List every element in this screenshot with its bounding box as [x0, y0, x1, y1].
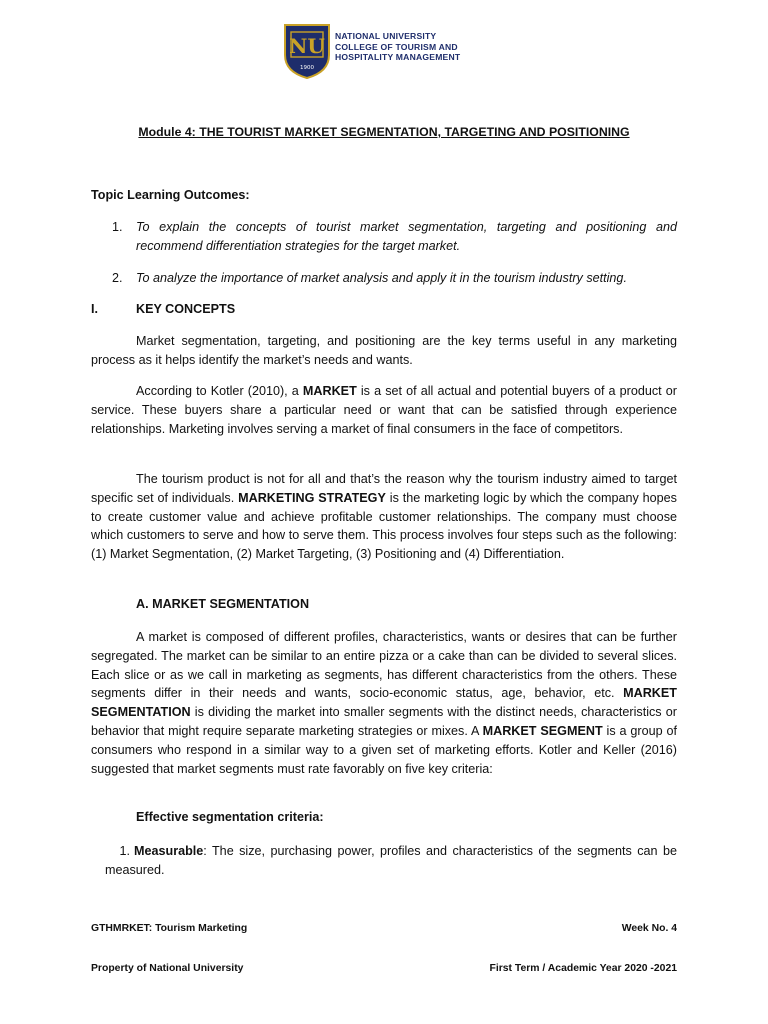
term-market: MARKET	[302, 384, 357, 398]
footer-term: First Term / Academic Year 2020 -2021	[489, 963, 677, 974]
university-seal-logo	[282, 23, 332, 79]
paragraph-intro	[91, 332, 677, 370]
outcome-item	[112, 269, 677, 288]
outcome-text: To explain the concepts of tourist market segmentation, targeting and positioning and recommend differentiation strategies for the target market.	[136, 220, 677, 253]
outcome-number: 1.	[112, 220, 123, 234]
paragraph-text: The tourism product is not for all and that’s the reason why the tourism industry aimed to target specific set of individuals.	[91, 472, 677, 505]
outcome-number: 2.	[112, 271, 123, 285]
outcome-item	[112, 218, 677, 255]
logo-year: 1900	[300, 65, 314, 71]
paragraph-market-segmentation	[91, 628, 677, 778]
paragraph-text: is a set of all actual and potential buyers of a product or service. These buyers share a particular need or want that can be satisfied through experience relationships. Marketing involves serving a market of final consumers in the face of competitors.	[91, 384, 677, 436]
criteria-number: 1.	[119, 844, 130, 858]
institution-name	[335, 31, 505, 63]
outcome-text: To analyze the importance of market analysis and apply it in the tourism industry setting.	[136, 271, 627, 285]
footer-week: Week No. 4	[621, 923, 677, 934]
letterhead	[272, 20, 496, 82]
term-marketing-strategy: MARKETING STRATEGY	[238, 490, 386, 505]
term-market-segmentation: MARKET SEGMENTATION	[91, 686, 677, 720]
outcomes-heading: Topic Learning Outcomes:	[91, 188, 250, 202]
subsection-heading: A. MARKET SEGMENTATION	[136, 597, 310, 611]
footer-property: Property of National University	[91, 963, 244, 974]
paragraph-text: is dividing the market into smaller segments with the distinct needs, characteristics or behavior that might require separate marketing strategies or mixes. A	[91, 705, 677, 738]
criteria-text: : The size, purchasing power, profiles and characteristics of the segments can be measured.	[105, 844, 677, 877]
footer-course: GTHMRKET: Tourism Marketing	[91, 923, 248, 934]
paragraph-text: is the marketing logic by which the company hopes to create customer value and achieve profitable customer relationships. The company must choose which customers to serve and how to serve them. This process involves four steps such as the following: (1) Market Segmentation, (2) Market Targeting, (3) Positioning and (4) Differentiation.	[91, 490, 677, 562]
college-line-2: HOSPITALITY MANAGEMENT	[335, 52, 461, 62]
college-line-1: COLLEGE OF TOURISM AND	[335, 41, 458, 52]
logo-mark: NU	[289, 34, 325, 58]
paragraph-text: A market is composed of different profiles, characteristics, wants or desires that can be further segregated. The market can be similar to an entire pizza or a cake than can be divided to several slices. Each slice or as we call in marketing as segments, has different characteristics from the others. These segments differ in their needs and wants, socio-economic status, age, behavior, etc.	[91, 630, 677, 701]
section-title: KEY CONCEPTS	[136, 302, 236, 316]
paragraph-text: is a group of consumers who respond in a similar way to a given set of marketing efforts. Kotler and Keller (2016) suggested that market segments must rate favorably on five key criteria:	[91, 723, 677, 776]
term-market-segment: MARKET SEGMENT	[482, 723, 603, 738]
section-number: I.	[91, 302, 98, 316]
criteria-heading: Effective segmentation criteria:	[136, 810, 324, 824]
criteria-item	[105, 842, 677, 880]
paragraph-text: Market segmentation, targeting, and positioning are the key terms useful in any marketing process as it helps identify the market’s needs and wants.	[91, 334, 677, 367]
paragraph-text: According to Kotler (2010), a	[136, 384, 303, 398]
criteria-term: Measurable	[134, 844, 204, 858]
paragraph-marketing-strategy	[91, 470, 677, 564]
university-name: NATIONAL UNIVERSITY	[335, 31, 437, 41]
paragraph-market-definition	[91, 382, 677, 438]
module-title: Module 4: THE TOURIST MARKET SEGMENTATION, TARGETING AND POSITIONING	[138, 125, 630, 139]
